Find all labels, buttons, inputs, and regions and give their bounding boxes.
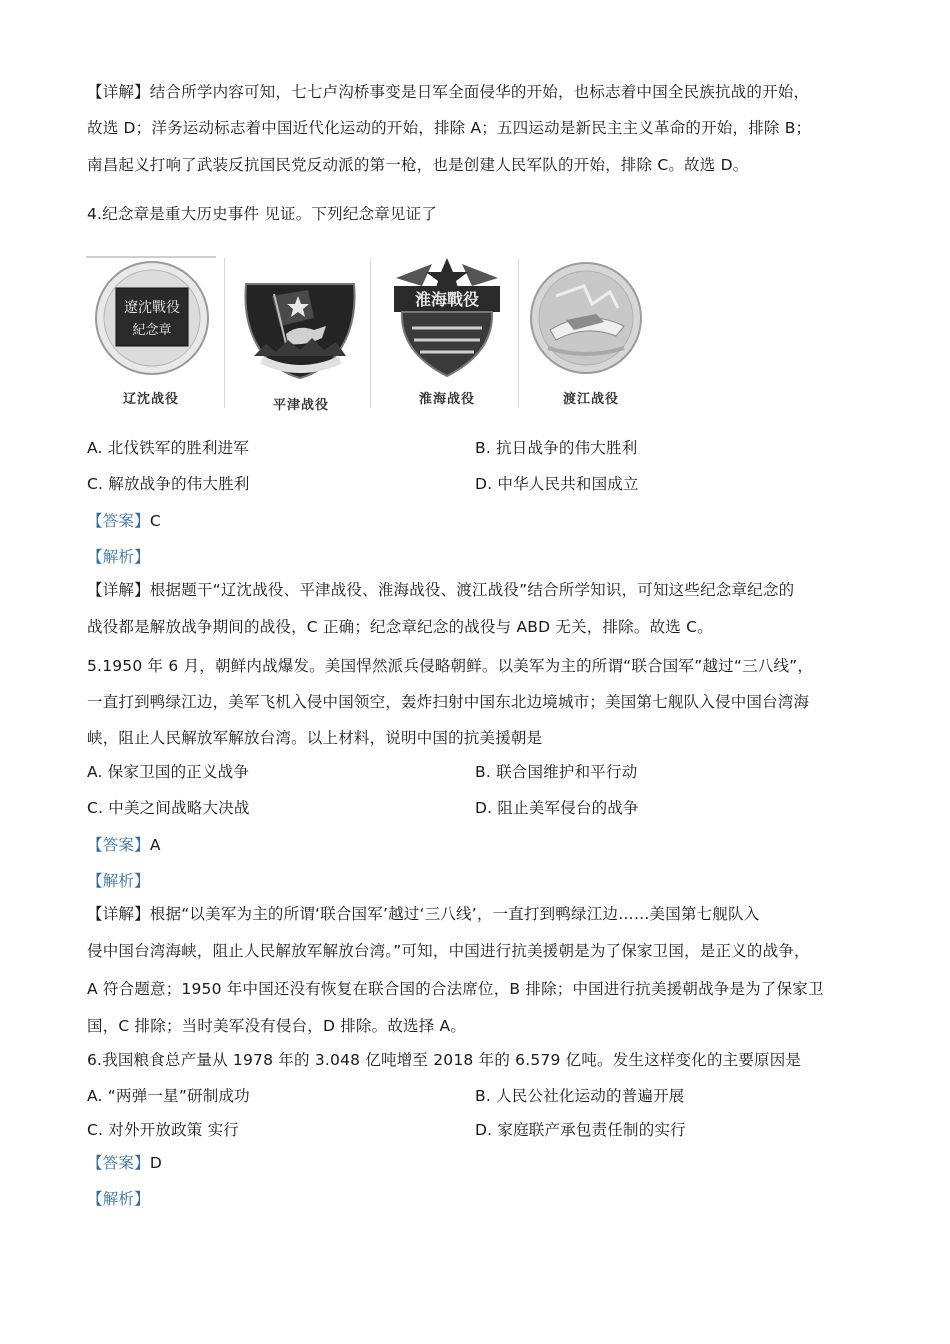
answer-tag: 【答案】 [87, 512, 150, 530]
answer-tag: 【答案】 [87, 836, 150, 854]
answer-value: C [149, 512, 161, 530]
q6-option-d: D. 家庭联产承包责任制的实行 [475, 1121, 686, 1139]
q6-option-c: C. 对外开放政策 实行 [87, 1121, 240, 1139]
medal-liaoshen-icon [86, 256, 216, 376]
medal-liaoshen [86, 256, 216, 412]
q3-detail-line-3: 南昌起义打响了武装反抗国民党反动派的第一枪，也是创建人民军队的开始，排除 C。故选 D。 [87, 156, 749, 174]
medal-dujiang-icon [526, 256, 656, 376]
q3-detail-line-2: 故选 D；洋务运动标志着中国近代化运动的开始，排除 A；五四运动是新民主主义革命的开始，排除 B； [87, 119, 812, 137]
medal-liaoshen-inscription-2: 紀念章 [132, 323, 172, 338]
medal-dujiang [526, 256, 656, 412]
q5-detail-line-2: 侵中国台湾海峡，阻止人民解放军解放台湾。”可知，中国进行抗美援朝是为了保家卫国，是正义的战争， [87, 942, 810, 960]
medal-divider [370, 258, 371, 408]
q4-option-b: B. 抗日战争的伟大胜利 [475, 439, 638, 457]
q5-answer [87, 835, 161, 855]
q4-detail-line-2: 战役都是解放战争期间的战役，C 正确；纪念章纪念的战役与 ABD 无关，排除。故选 C。 [87, 618, 713, 636]
answer-value: A [149, 836, 161, 854]
q5-detail-line-4: 国，C 排除；当时美军没有侵台，D 排除。故选择 A。 [87, 1017, 467, 1035]
q4-detail-line-1: 【详解】根据题干“辽沈战役、平津战役、淮海战役、渡江战役”结合所学知识，可知这些纪念章纪念的 [87, 581, 795, 599]
q6-option-b: B. 人民公社化运动的普遍开展 [475, 1087, 685, 1105]
q5-option-d: D. 阻止美军侵台的战争 [475, 799, 639, 817]
q5-option-a: A. 保家卫国的正义战争 [87, 763, 250, 781]
medal-huaihai [382, 256, 512, 412]
q4-analysis-tag: 【解析】 [87, 548, 150, 566]
medal-figure [86, 256, 620, 412]
medal-pingjin-label: 平津战役 [272, 398, 329, 413]
q3-detail-line-1: 【详解】结合所学内容可知，七七卢沟桥事变是日军全面侵华的开始，也标志着中国全民族抗战的开始， [87, 83, 810, 101]
answer-value: D [149, 1154, 162, 1172]
q4-stem: 4.纪念章是重大历史事件 见证。下列纪念章见证了 [87, 205, 438, 223]
medal-liaoshen-inscription-1: 遼沈戰役 [124, 300, 180, 316]
medal-huaihai-inscription: 淮海戰役 [414, 290, 480, 309]
q5-option-b: B. 联合国维护和平行动 [475, 763, 638, 781]
q5-stem-line-1: 5.1950 年 6 月，朝鲜内战爆发。美国悍然派兵侵略朝鲜。以美军为主的所谓“联合国军”越过“三八线”， [87, 657, 814, 675]
q5-stem-line-3: 峡，阻止人民解放军解放台湾。以上材料，说明中国的抗美援朝是 [87, 729, 543, 747]
q5-stem-line-2: 一直打到鸭绿江边，美军飞机入侵中国领空，轰炸扫射中国东北边境城市；美国第七舰队入侵中国台湾海 [87, 693, 810, 711]
q4-option-d: D. 中华人民共和国成立 [475, 475, 639, 493]
q5-detail-line-1: 【详解】根据“以美军为主的所谓‘联合国军’越过‘三八线’，一直打到鸭绿江边……美国第七舰队入 [87, 905, 760, 923]
medal-huaihai-icon [382, 256, 512, 381]
q5-detail-line-3: A 符合题意；1950 年中国还没有恢复在联合国的合法席位，B 排除；中国进行抗美援朝战争是为了保家卫 [87, 980, 824, 998]
q5-analysis-tag: 【解析】 [87, 872, 150, 890]
q4-option-a: A. 北伐铁军的胜利进军 [87, 439, 250, 457]
q6-stem: 6.我国粮食总产量从 1978 年的 3.048 亿吨增至 2018 年的 6.579 亿吨。发生这样变化的主要原因是 [87, 1051, 802, 1069]
q6-option-a: A. “两弹一星”研制成功 [87, 1087, 250, 1105]
q4-answer [87, 511, 161, 531]
q4-option-c: C. 解放战争的伟大胜利 [87, 475, 250, 493]
q5-option-c: C. 中美之间战略大决战 [87, 799, 250, 817]
medal-dujiang-label: 渡江战役 [562, 392, 619, 407]
medal-liaoshen-label: 辽沈战役 [122, 392, 179, 407]
medal-pingjin [236, 256, 366, 412]
answer-tag: 【答案】 [87, 1154, 150, 1172]
medal-divider [518, 258, 519, 408]
q6-analysis-tag: 【解析】 [87, 1190, 150, 1208]
medal-huaihai-label: 淮海战役 [418, 392, 475, 407]
medal-divider [224, 258, 225, 408]
q6-answer [87, 1153, 162, 1173]
medal-pingjin-icon [236, 256, 366, 386]
